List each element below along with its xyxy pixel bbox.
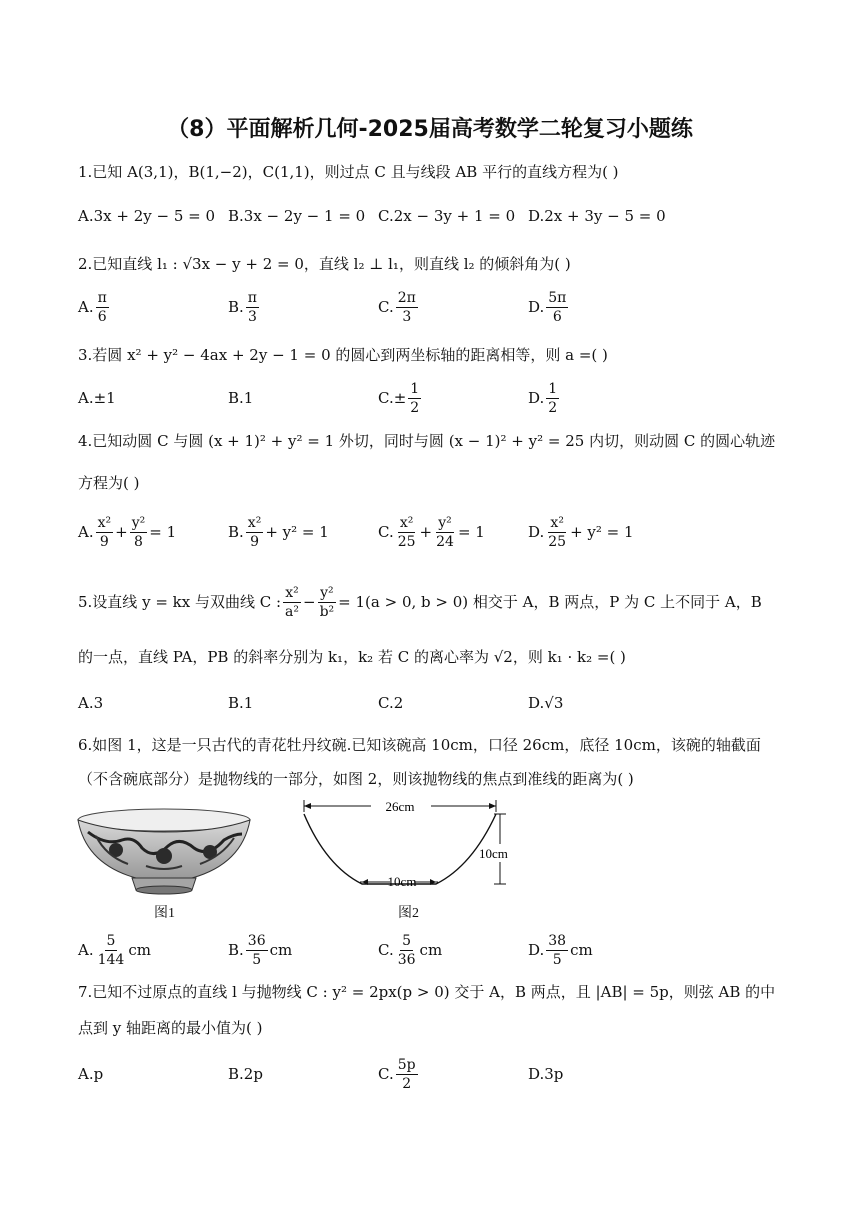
option-d: D. $\frac{38}{5}$ cm (528, 932, 593, 968)
option-a: A.p (78, 1065, 104, 1083)
option-d: D.2x + 3y − 5 = 0 (528, 207, 666, 225)
option-c: C. $\frac{5}{36}$ cm (378, 932, 443, 968)
figure-1-caption: 图1 (154, 906, 175, 921)
bowl-cross-section-figure (296, 796, 526, 896)
option-c: C.2x − 3y + 1 = 0 (378, 207, 516, 225)
option-a: A.±1 (78, 389, 116, 407)
question-6-options (78, 926, 798, 974)
question-5-options (78, 679, 798, 727)
option-c: C. $\frac{\text{x²}}{25}$ + $\frac{\text{y²}}{24}$ = 1 (378, 514, 485, 550)
option-c: C.± $\frac{1}{2}$ (378, 380, 420, 416)
question-3-stem: 3.若圆 x² + y² − 4ax + 2y − 1 = 0 的圆心到两坐标轴的距离相等，则 a =( ) (78, 346, 608, 364)
option-c: C.2 (378, 694, 404, 712)
option-b: B.2p (228, 1065, 263, 1083)
option-b: B. $\frac{\pi}{3}$ (228, 289, 257, 325)
question-1-options (78, 192, 798, 240)
question-5-stem-line2: 的一点，直线 PA，PB 的斜率分别为 k₁，k₂ 若 C 的离心率为 √2，则 k₁ · k₂ =( ) (78, 648, 626, 666)
question-1-stem: 1.已知 A(3,1)，B(1,−2)，C(1,1)，则过点 C 且与线段 AB 平行的直线方程为( ) (78, 163, 619, 181)
question-7-options (78, 1050, 798, 1098)
option-b: B. $\frac{\text{x²}}{9}$ + y² = 1 (228, 514, 329, 550)
question-7-stem: 7.已知不过原点的直线 l 与抛物线 C : y² = 2px(p > 0) 交于 A，B 两点，且 |AB| = 5p，则弦 AB 的中点到 y 轴距离的最小值为( ) (78, 983, 776, 1037)
option-a: A.3x + 2y − 5 = 0 (78, 207, 216, 225)
option-c: C. $\frac{5p}{2}$ (378, 1056, 416, 1092)
question-3-options (78, 374, 798, 422)
option-b: B.1 (228, 694, 254, 712)
question-6-stem: 6.如图 1，这是一只古代的青花牡丹纹碗.已知该碗高 10cm，口径 26cm，底径 10cm，该碗的轴截面（不含碗底部分）是抛物线的一部分，如图 2，则该抛物线的焦点到准线的距离为( ) (78, 736, 761, 788)
question-2-stem: 2.已知直线 l₁ : √3x − y + 2 = 0，直线 l₂ ⊥ l₁，则直线 l₂ 的倾斜角为( ) (78, 255, 571, 273)
option-b: B.3x − 2y − 1 = 0 (228, 207, 366, 225)
option-a: A. $\frac{5}{144}$ cm (78, 932, 151, 968)
option-d: D.√3 (528, 694, 564, 712)
option-a: A. $\frac{\text{x²}}{9}$ + $\frac{\text{y²}}{8}$ = 1 (78, 514, 177, 550)
bottom-width-label: 10cm (387, 874, 417, 889)
option-b: B. $\frac{36}{5}$ cm (228, 932, 293, 968)
option-d: D. $\frac{\text{x²}}{25}$ + y² = 1 (528, 514, 634, 550)
question-4-options (78, 508, 798, 556)
question-5-stem-line1: 5.设直线 y = kx 与双曲线 C : $\frac{\text{x²}}{\text{a²}}$ − $\frac{\text{y²}}{\text{b²}}$ = 1(a > 0, b > 0) 相交于 A，B 两点，P 为 C 上不同于 A，B (78, 584, 762, 620)
option-c: C. $\frac{2\pi}{3}$ (378, 289, 416, 325)
option-d: D. $\frac{5\pi}{6}$ (528, 289, 567, 325)
page-title: （8）平面解析几何-2025届高考数学二轮复习小题练 (167, 117, 693, 142)
figure-2-caption: 图2 (398, 906, 419, 921)
option-d: D. $\frac{1}{2}$ (528, 380, 558, 416)
question-2-options (78, 283, 798, 331)
question-4-stem: 4.已知动圆 C 与圆 (x + 1)² + y² = 1 外切，同时与圆 (x − 1)² + y² = 25 内切，则动圆 C 的圆心轨迹方程为( ) (78, 432, 776, 492)
bowl-photo-figure (76, 806, 252, 898)
option-a: A.3 (78, 694, 104, 712)
option-a: A. $\frac{\pi}{6}$ (78, 289, 107, 325)
height-label: 10cm (479, 846, 508, 861)
top-width-label: 26cm (385, 799, 415, 814)
option-d: D.3p (528, 1065, 564, 1083)
option-b: B.1 (228, 389, 254, 407)
